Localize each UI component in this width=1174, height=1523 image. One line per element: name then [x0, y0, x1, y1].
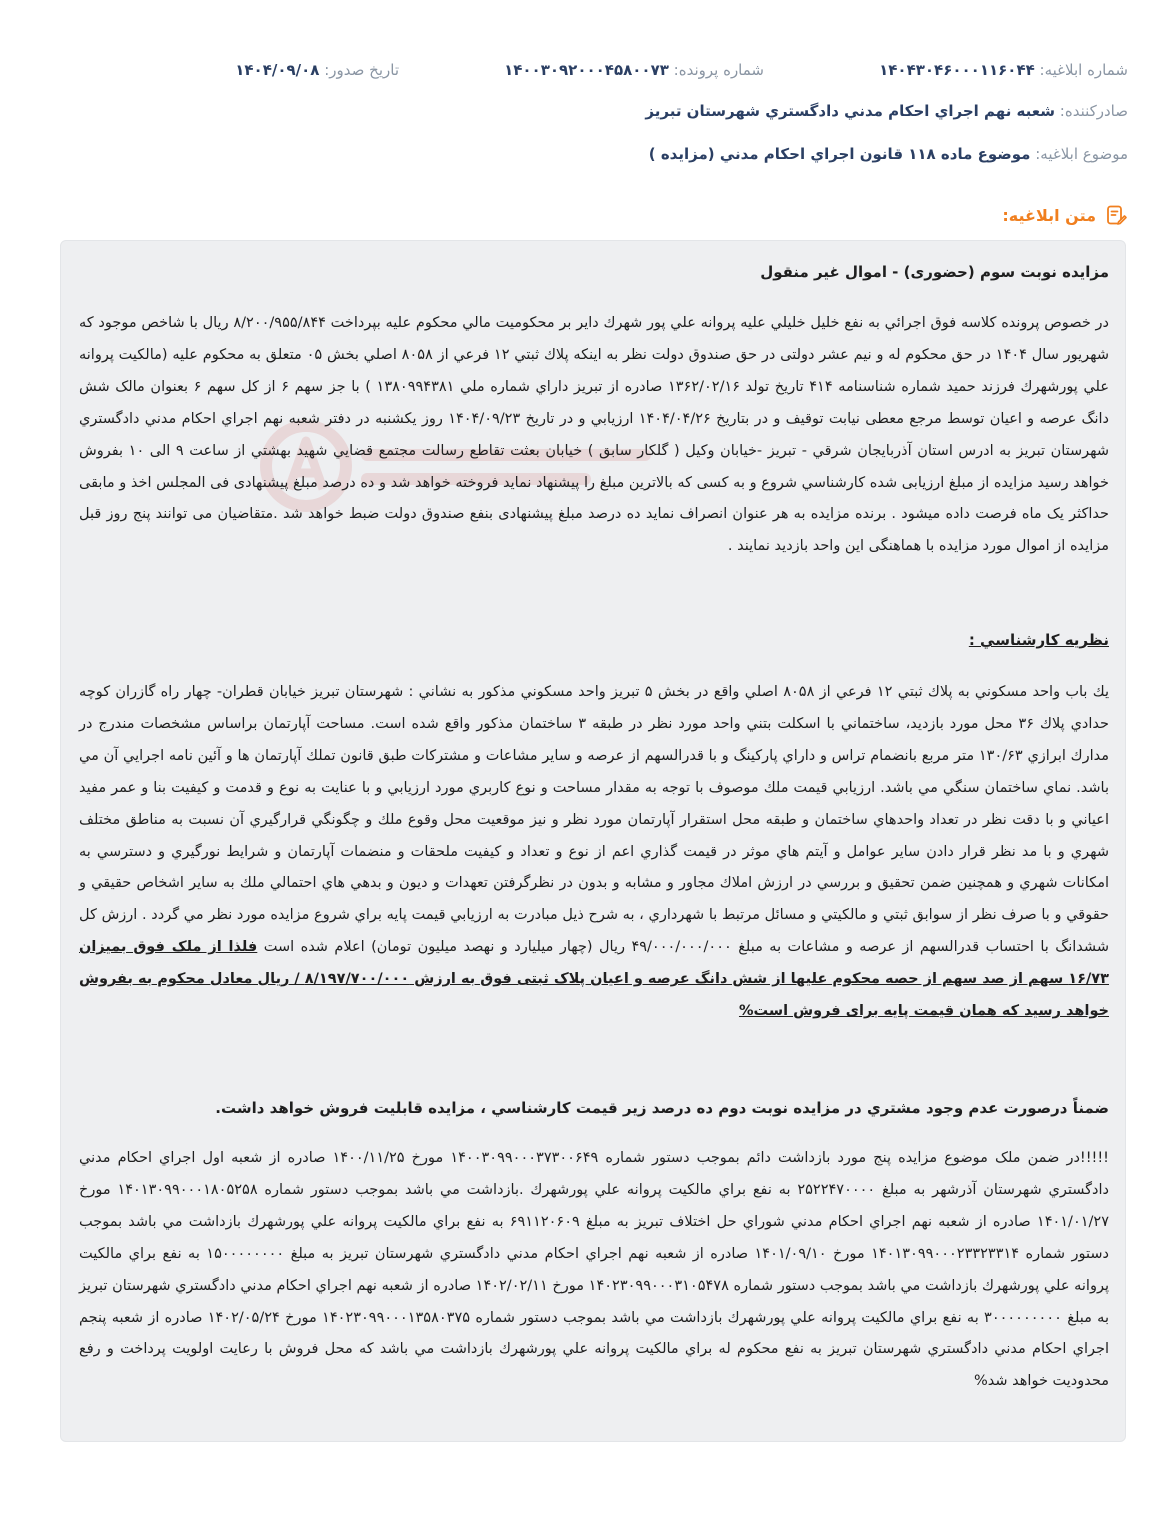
- case-number-field: [504, 60, 764, 80]
- meta-row-numbers: [40, 60, 1128, 80]
- notification-number-label: شماره ابلاغيه:: [1039, 61, 1128, 79]
- issue-date-field: [235, 60, 399, 80]
- subject-label: موضوع ابلاغيه:: [1035, 145, 1128, 163]
- notice-text-heading: [1002, 203, 1128, 227]
- auction-title: مزايده نوبت سوم (حضوری) - اموال غير منقول: [760, 263, 1109, 281]
- issue-date-value: ۱۴۰۴/۰۹/۰۸: [235, 61, 320, 79]
- expert-opinion-title: نظريه كارشناسي :: [968, 631, 1109, 649]
- expert-opinion-text: يك باب واحد مسكوني به پلاك ثبتي ۱۲ فرعي از ۸۰۵۸ اصلي واقع در بخش ۵ تبريز واحد مسكوني مذكور به نشاني : شهرستان تبريز خيابان قطران- چهار راه گازران كوچه حدادي پلاك ۳۶ محل مورد بازديد، ساختماني با اسكلت بتني واحد مورد نظر در طبقه ۳ ساختمان مذكور واقع شده است. مساحت آپارتمان براساس مشخصات مندرج در مدارك ابرازي ۱۳۰/۶۳ متر مربع بانضمام تراس و داراي پاركينگ و با قدرالسهم از عرصه و ساير مشاعات و مشتركات طبق قانون تملك آپارتمان ها و آئين نامه اجرايي آن مي باشد. نماي ساختمان سنگي مي باشد. ارزيابي قيمت ملك موصوف با توجه به مقدار مساحت و نوع كاربري مورد ارزيابي و با عنايت به نوع و قدمت و كيفيت بنا و عمر مفيد اعياني و با دقت نظر در تعداد واحدهاي ساختمان و طبقه محل استقرار آپارتمان مورد نظر و نيز موقعيت محل وقوع ملك و چگونگي قرارگيري آن نسبت به مناطق مختلف شهري و با مد نظر قرار دادن ساير عوامل و آيتم هاي موثر در قيمت گذاري اعم از نوع و تعداد و كيفيت ملحقات و منضمات آپارتمان و شرايط نورگيري و دسترسي به امكانات شهري و همچنين ضمن تحقيق و بررسي در ارزش املاك مجاور و مشابه و بدون در نظرگرفتن تعهدات و ديون و بدهي هاي احتمالي ملك به ساير اشخاص حقيقي و حقوقي و با صرف نظر از سوابق ثبتي و مالكيتي و مسائل مرتبط با شهرداري ، به شرح ذيل مبادرت به ارزيابي قيمت پايه براي شروع مزايده مورد نظر مي گردد . ارزش كل ششدانگ با احتساب قدرالسهم از عرصه و مشاعات به مبلغ ۴۹/۰۰۰/۰۰۰/۰۰۰ ريال (چهار ميليارد و نهصد ميليون تومان) اعلام شده است: [79, 684, 1110, 956]
- expert-opinion-paragraph: [79, 677, 1109, 1028]
- expert-opinion-emphasis: فلذا از ملک فوق بميزان ۱۶/۷۳ سهم از صد سهم از حصه محکوم عليها از شش دانگ عرصه و اعيان پلاک ثبتی فوق به ارزش ۸/۱۹۷/۷۰۰/۰۰۰ / ريال معادل محکوم به بفروش خواهد رسيد که همان قيمت پايه برای فروش است%: [79, 939, 1109, 1020]
- notification-number-field: [879, 60, 1128, 80]
- issue-date-label: تاريخ صدور:: [324, 61, 399, 79]
- issuer-label: صادرکننده:: [1059, 102, 1128, 120]
- subject-field: [40, 144, 1128, 164]
- issuer-value: شعبه نهم اجراي احكام مدني دادگستري شهرستان تبريز: [645, 102, 1055, 120]
- case-number-value: ۱۴۰۰۳۰۹۲۰۰۰۴۵۸۰۰۷۳: [504, 61, 669, 79]
- document-edit-icon: [1104, 203, 1128, 227]
- notification-number-value: ۱۴۰۴۳۰۴۶۰۰۰۱۱۶۰۴۴: [879, 61, 1035, 79]
- auction-paragraph: در خصوص پرونده كلاسه فوق اجرائي به نفع خليل خليلي عليه پروانه علي پور شهرك داير بر محكوميت مالي محكوم عليه بپرداخت ۸/۲۰۰/۹۵۵/۸۴۴ ريال با شاخص موجود كه شهريور سال ۱۴۰۴ در حق محکوم له و نيم عشر دولتی در حق صندوق دولت نظر به اينكه پلاك ثبتي ۱۲ فرعي از ۸۰۵۸ اصلي بخش ۰۵ متعلق به محكوم عليه (مالكيت پروانه علي پورشهرك فرزند حميد شماره شناسنامه ۴۱۴ تاريخ تولد ۱۳۶۲/۰۲/۱۶ صادره از تبريز داراي شماره ملي ۱۳۸۰۹۹۴۳۸۱ ) با جز سهم ۶ از کل سهم ۶ بعنوان مالک شش دانگ عرصه و اعيان توسط مرجع معطی نيابت توقيف و در بتاريخ ۱۴۰۴/۰۴/۲۶ ارزيابي و در تاريخ ۱۴۰۴/۰۹/۲۳ روز يکشنبه در دفتر شعبه نهم اجراي احكام مدني دادگستري شهرستان تبريز به ادرس استان آذربايجان شرقي - تبريز -خيابان وكيل ( گلكار سابق ) خيابان بعثت تقاطع رسالت مجتمع قضايي شهيد بهشتي از ساعت ۹ الی ۱۰ بفروش خواهد رسيد مزايده از مبلغ ارزيابی شده كارشناسي شروع و به كسی كه بالاترين مبلغ را پيشنهاد نمايد فروخته خواهد شد و ده درصد مبلغ پيشنهادی فی المجلس اخذ و مابقی حداكثر يک ماه فرصت داده ميشود . برنده مزايده به هر عنوان انصراف نمايد ده درصد مبلغ پيشنهادی بنفع صندوق دولت ضبط خواهد شد .متقاضيان می توانند پنج روز قبل مزايده از اموال مورد مزايده با هماهنگی اين واحد بازديد نمايند .: [79, 315, 1110, 555]
- auction-note: ضمناً درصورت عدم وجود مشتري در مزايده نوبت دوم ده درصد زير قيمت كارشناسي ، مزايده قابليت فروش خواهد داشت.: [215, 1099, 1109, 1117]
- subject-value: موضوع ماده ۱۱۸ قانون اجراي احكام مدني (مزايده ): [648, 145, 1031, 163]
- issuer-field: [40, 101, 1128, 121]
- seizure-paragraph: !!!!!در ضمن ملک موضوع مزايده پنج مورد بازداشت دائم بموجب دستور شماره ۱۴۰۰۳۰۹۹۰۰۰۳۷۳۰۰۶۴۹ مورخ ۱۴۰۰/۱۱/۲۵ صادره از شعبه اول اجراي احكام مدني دادگستري شهرستان آذرشهر به مبلغ ۲۵۲۲۴۷۰۰۰۰ به نفع براي مالكيت پروانه علي پورشهرك .بازداشت مي باشد بموجب دستور شماره ۱۴۰۱۳۰۹۹۰۰۰۱۸۰۵۲۵۸ مورخ ۱۴۰۱/۰۱/۲۷ صادره از شعبه نهم اجراي احكام مدني شوراي حل اختلاف تبريز به مبلغ ۶۹۱۱۲۰۶۰۹ به نفع براي مالكيت پروانه علي پورشهرك بازداشت مي باشد بموجب دستور شماره ۱۴۰۱۳۰۹۹۰۰۰۲۳۳۲۳۳۱۴ مورخ ۱۴۰۱/۰۹/۱۰ صادره از شعبه نهم اجراي احكام مدني دادگستري شهرستان تبريز به مبلغ ۱۵۰۰۰۰۰۰۰۰ به نفع براي مالكيت پروانه علي پورشهرك بازداشت مي باشد بموجب دستور شماره ۱۴۰۲۳۰۹۹۰۰۰۳۱۰۵۴۷۸ مورخ ۱۴۰۲/۰۲/۱۱ صادره از شعبه نهم اجراي احكام مدني دادگستري شهرستان تبريز به مبلغ ۳۰۰۰۰۰۰۰۰۰ به نفع براي مالكيت پروانه علي پورشهرك بازداشت مي باشد بموجب دستور شماره ۱۴۰۲۳۰۹۹۰۰۰۱۳۵۸۰۳۷۵ مورخ ۱۴۰۲/۰۵/۲۴ صادره از شعبه پنجم اجراي احكام مدني دادگستري شهرستان تبريز به نفع محكوم له براي مالكيت پروانه علي پورشهرك بازداشت مي باشد كه محل فروش با رعايت اولويت پرداخت و رفع محدوديت خواهد شد%: [79, 1150, 1109, 1390]
- case-number-label: شماره پرونده:: [673, 61, 764, 79]
- notice-text-heading-label: متن ابلاغيه:: [1002, 205, 1096, 225]
- notice-body-panel: [60, 240, 1126, 1442]
